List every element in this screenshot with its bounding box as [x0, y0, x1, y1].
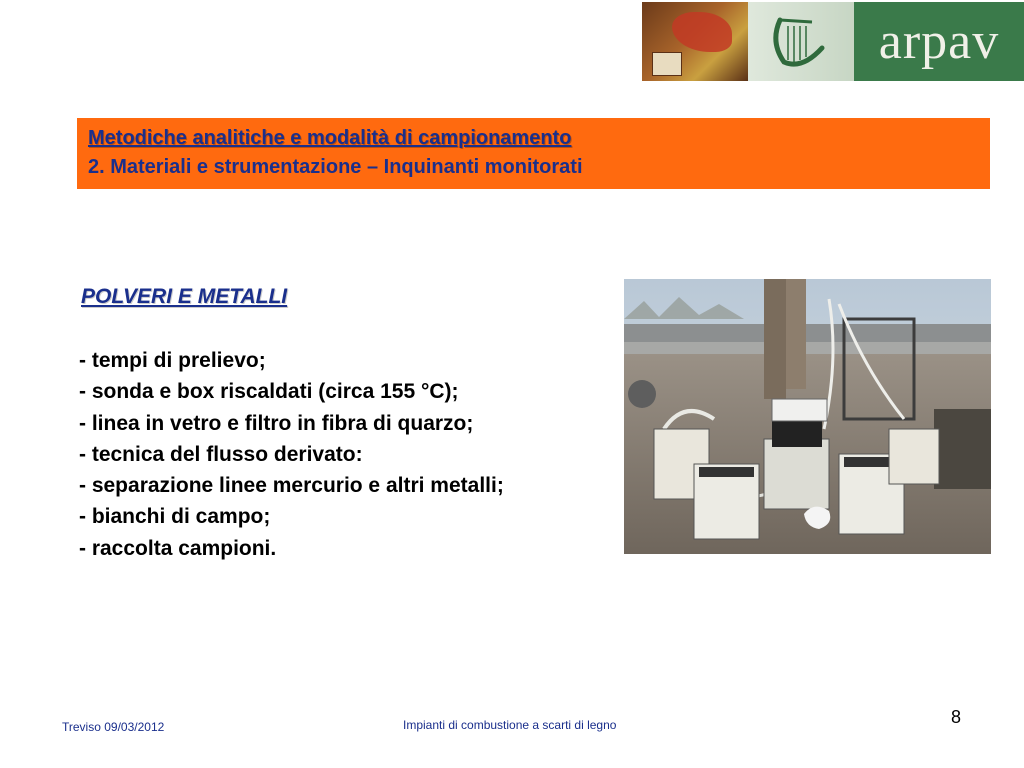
slide-title-box: [77, 118, 990, 189]
footer-date: Treviso 09/03/2012: [62, 720, 165, 734]
list-item: - linea in vetro e filtro in fibra di quarzo;: [79, 411, 474, 435]
page-number: 8: [951, 707, 962, 727]
slide-subtitle: 2. Materiali e strumentazione – Inquinanti monitorati: [88, 156, 583, 178]
list-item: - bianchi di campo;: [79, 505, 271, 529]
list-item: - tecnica del flusso derivato:: [79, 442, 363, 466]
list-item: - separazione linee mercurio e altri metalli;: [79, 474, 504, 498]
section-heading: POLVERI E METALLI: [81, 285, 288, 308]
harp-emblem-icon: [748, 2, 854, 81]
list-item: - tempi di prelievo;: [79, 349, 266, 372]
list-item: - sonda e box riscaldati (circa 155 °C);: [79, 380, 459, 404]
bullet-list: [79, 345, 504, 564]
footer-title: Impianti di combustione a scarti di legno: [403, 718, 617, 732]
slide-title: Metodiche analitiche e modalità di campionamento: [88, 127, 572, 149]
lion-of-st-mark-seal-icon: [642, 2, 748, 81]
list-item: - raccolta campioni.: [79, 536, 277, 560]
logo-wordmark: [854, 2, 1024, 81]
logo-text: arpav: [878, 13, 1000, 70]
sampling-equipment-photo: [624, 279, 991, 554]
arpav-logo: [642, 2, 1024, 81]
